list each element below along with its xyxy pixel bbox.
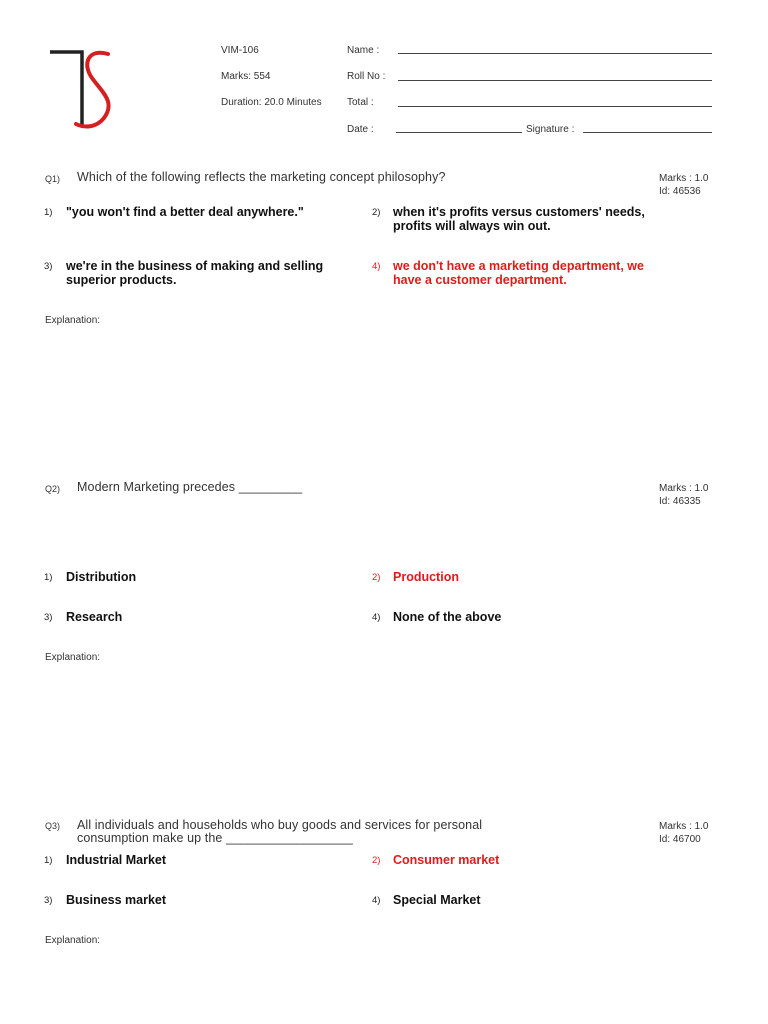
signature-label: Signature :	[526, 124, 575, 135]
option-number: 2)	[372, 207, 381, 218]
option-number: 3)	[44, 612, 53, 623]
option-text[interactable]: Special Market	[393, 893, 481, 907]
question-marks: Marks : 1.0	[659, 173, 709, 184]
explanation-label: Explanation:	[45, 315, 101, 326]
exam-code: VIM-106	[221, 45, 259, 56]
option-text[interactable]: "you won't find a better deal anywhere."	[66, 205, 304, 219]
roll-no-field[interactable]	[398, 80, 712, 81]
correct-option-number: 2)	[372, 572, 381, 583]
option-text[interactable]: Industrial Market	[66, 853, 167, 867]
question-number: Q1)	[45, 174, 61, 184]
option-number: 1)	[44, 855, 53, 866]
question-marks: Marks : 1.0	[659, 483, 709, 494]
question-id: Id: 46700	[659, 834, 701, 845]
correct-option-number: 4)	[372, 261, 381, 272]
option-number: 1)	[44, 207, 53, 218]
total-label: Total :	[347, 97, 374, 108]
name-field[interactable]	[398, 53, 712, 54]
correct-option-text[interactable]: we don't have a marketing department, we have a customer department.	[393, 259, 644, 287]
option-text[interactable]: Research	[66, 610, 123, 624]
option-text[interactable]: we're in the business of making and selling superior products.	[66, 259, 324, 287]
option-number: 4)	[372, 612, 381, 623]
question-text: Which of the following reflects the marketing concept philosophy?	[77, 170, 446, 184]
question-id: Id: 46536	[659, 186, 701, 197]
option-number: 3)	[44, 895, 53, 906]
exam-duration: Duration: 20.0 Minutes	[221, 97, 322, 108]
question-number: Q3)	[45, 821, 61, 831]
signature-field[interactable]	[583, 132, 712, 133]
question-number: Q2)	[45, 484, 61, 494]
date-label: Date :	[347, 124, 374, 135]
explanation-label: Explanation:	[45, 935, 101, 946]
option-text[interactable]: Business market	[66, 893, 167, 907]
option-number: 4)	[372, 895, 381, 906]
correct-option-text[interactable]: Consumer market	[393, 853, 500, 867]
correct-option-text[interactable]: Production	[393, 570, 459, 584]
question-text: Modern Marketing precedes _________	[77, 480, 303, 494]
exam-marks: Marks: 554	[221, 71, 271, 82]
total-field[interactable]	[398, 106, 712, 107]
correct-option-number: 2)	[372, 855, 381, 866]
question-text: All individuals and households who buy goods and services for personal consumption make up the __________________	[77, 818, 483, 845]
question-marks: Marks : 1.0	[659, 821, 709, 832]
question-id: Id: 46335	[659, 496, 701, 507]
option-number: 1)	[44, 572, 53, 583]
option-text[interactable]: Distribution	[66, 570, 137, 584]
option-number: 3)	[44, 261, 53, 272]
explanation-label: Explanation:	[45, 652, 101, 663]
name-label: Name :	[347, 45, 380, 56]
ts-logo	[44, 44, 118, 130]
date-field[interactable]	[396, 132, 522, 133]
roll-no-label: Roll No :	[347, 71, 386, 82]
option-text[interactable]: None of the above	[393, 610, 502, 624]
option-text[interactable]: when it's profits versus customers' needs, profits will always win out.	[393, 205, 645, 233]
